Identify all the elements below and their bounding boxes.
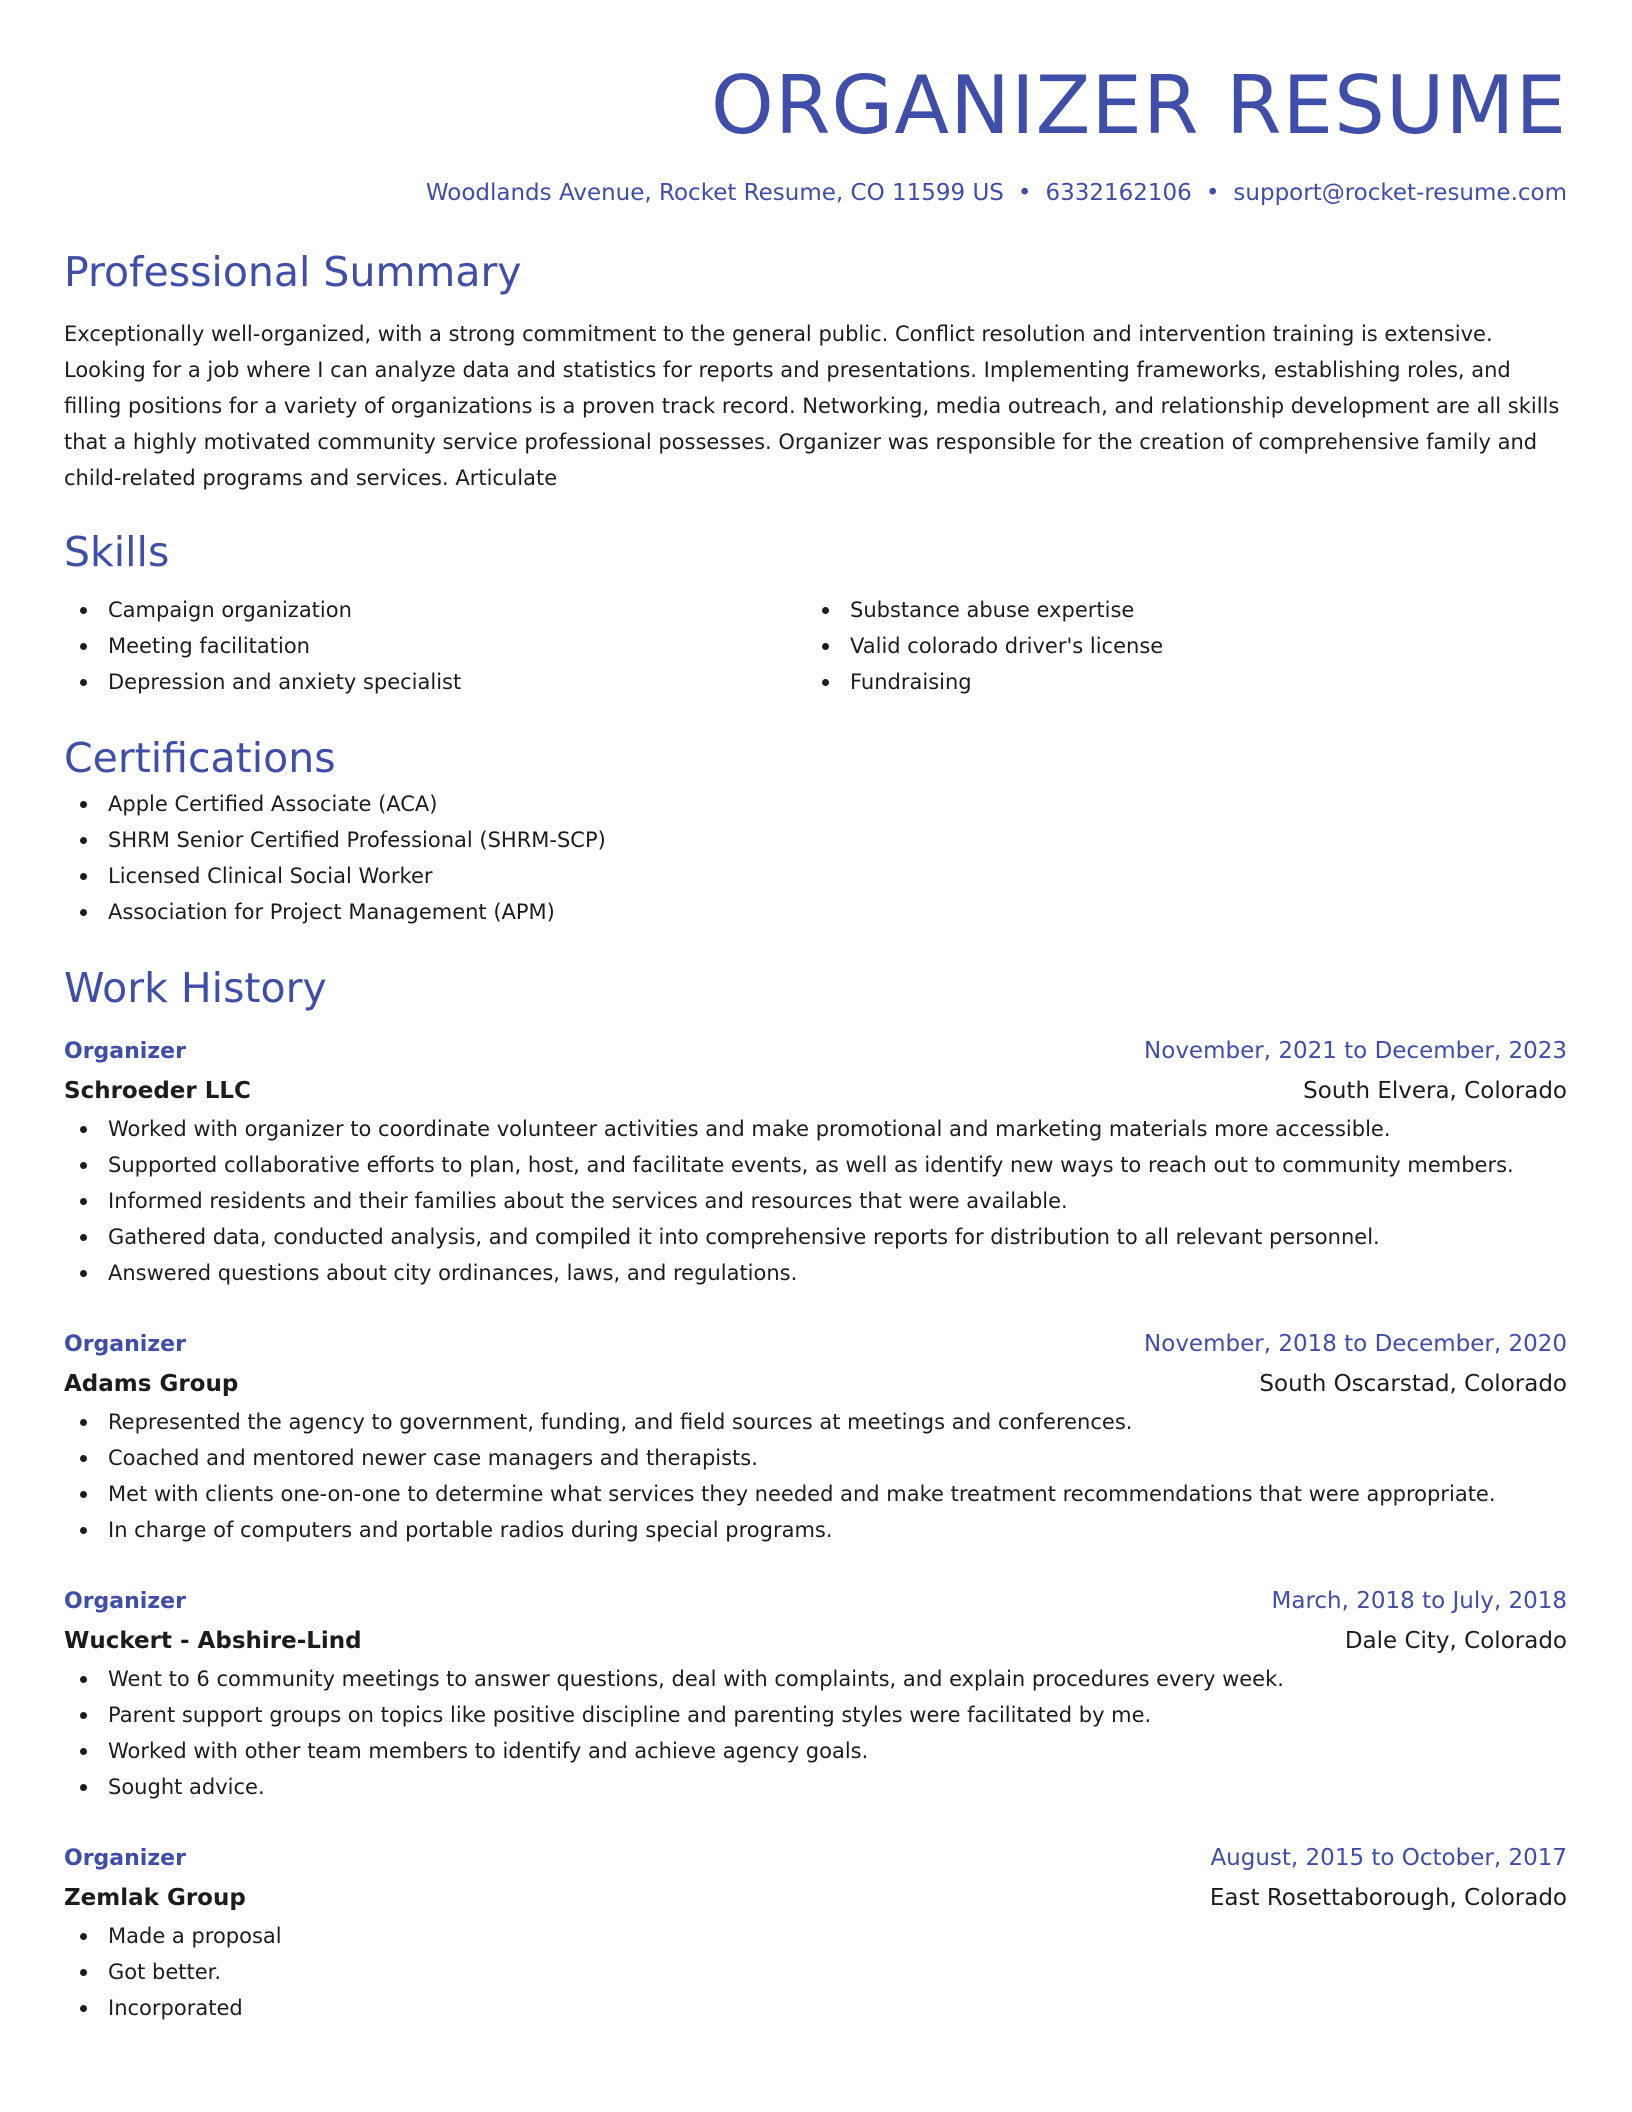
job-company-row	[64, 1621, 1567, 1661]
job-title: Organizer	[64, 1846, 186, 1871]
job-duties-list	[64, 1661, 1567, 1805]
skills-column-left	[64, 592, 806, 700]
job-title-row	[64, 1839, 1567, 1878]
job-duties-list	[64, 1111, 1567, 1291]
skills-heading: Skills	[64, 528, 170, 576]
job-dates: August, 2015 to October, 2017	[1210, 1845, 1567, 1871]
work-history-section	[64, 960, 1567, 2026]
job-title: Organizer	[64, 1332, 186, 1357]
job-entry	[64, 1839, 1567, 2026]
job-duty: Answered questions about city ordinances, laws, and regulations.	[64, 1255, 1567, 1291]
job-duty: Got better.	[64, 1954, 1567, 1990]
job-duty: Informed residents and their families about the services and resources that were available.	[64, 1183, 1567, 1219]
contact-email: support@rocket-resume.com	[1233, 180, 1567, 206]
job-company: Zemlak Group	[64, 1885, 246, 1911]
work-history-heading: Work History	[64, 964, 327, 1012]
job-company-row	[64, 1071, 1567, 1111]
skills-column-right	[806, 592, 1548, 700]
job-duty: Met with clients one-on-one to determine what services they needed and make treatment recommendations that were appropriate.	[64, 1476, 1567, 1512]
job-company: Wuckert - Abshire-Lind	[64, 1628, 362, 1654]
job-duties-list	[64, 1404, 1567, 1548]
job-title-row	[64, 1582, 1567, 1621]
skill-item: Fundraising	[806, 664, 1548, 700]
job-entry	[64, 1325, 1567, 1548]
contact-separator: •	[1205, 180, 1220, 206]
skill-item: Valid colorado driver's license	[806, 628, 1548, 664]
certification-item: Licensed Clinical Social Worker	[64, 858, 1567, 894]
contact-address: Woodlands Avenue, Rocket Resume, CO 11599 US	[425, 180, 1004, 206]
certifications-section	[64, 730, 1567, 930]
contact-separator: •	[1017, 180, 1032, 206]
certifications-list	[64, 786, 1567, 930]
job-title-row	[64, 1325, 1567, 1364]
job-duty: Coached and mentored newer case managers and therapists.	[64, 1440, 1567, 1476]
job-duty: In charge of computers and portable radios during special programs.	[64, 1512, 1567, 1548]
contact-line	[64, 176, 1567, 210]
summary-section	[64, 244, 1567, 496]
job-duty: Went to 6 community meetings to answer questions, deal with complaints, and explain procedures every week.	[64, 1661, 1567, 1697]
job-company-row	[64, 1878, 1567, 1918]
job-duty: Supported collaborative efforts to plan, host, and facilitate events, as well as identify new ways to reach out to community members.	[64, 1147, 1567, 1183]
summary-heading: Professional Summary	[64, 248, 522, 296]
contact-phone: 6332162106	[1045, 180, 1192, 206]
certification-item: Association for Project Management (APM)	[64, 894, 1567, 930]
skills-list-left	[64, 592, 806, 700]
resume-header	[64, 54, 1567, 210]
job-dates: November, 2018 to December, 2020	[1144, 1331, 1567, 1357]
resume-name: ORGANIZER RESUME	[710, 59, 1567, 152]
job-dates: November, 2021 to December, 2023	[1144, 1038, 1567, 1064]
job-entry	[64, 1582, 1567, 1805]
summary-paragraph: Exceptionally well-organized, with a strong commitment to the general public. Conflict resolution and intervention training is extensive. Looking for a job where I can analyze data and statistics for reports and presentations. Implementing frameworks, establishing roles, and filling positions for a variety of organizations is a proven track record. Networking, media outreach, and relationship development are all skills that a highly motivated community service professional possesses. Organizer was responsible for the creation of comprehensive family and child-related programs and services. Articulate	[64, 322, 1560, 490]
job-duty: Parent support groups on topics like positive discipline and parenting styles were facilitated by me.	[64, 1697, 1567, 1733]
certifications-heading: Certifications	[64, 734, 336, 782]
skill-item: Substance abuse expertise	[806, 592, 1548, 628]
job-company: Schroeder LLC	[64, 1078, 251, 1104]
job-location: Dale City, Colorado	[1344, 1628, 1567, 1654]
job-location: South Elvera, Colorado	[1303, 1078, 1567, 1104]
job-location: East Rosettaborough, Colorado	[1209, 1885, 1567, 1911]
job-company-row	[64, 1364, 1567, 1404]
skills-list-right	[806, 592, 1548, 700]
skill-item: Depression and anxiety specialist	[64, 664, 806, 700]
job-entry	[64, 1032, 1567, 1291]
job-title: Organizer	[64, 1589, 186, 1614]
job-title-row	[64, 1032, 1567, 1071]
job-duty: Worked with other team members to identify and achieve agency goals.	[64, 1733, 1567, 1769]
job-company: Adams Group	[64, 1371, 239, 1397]
skill-item: Campaign organization	[64, 592, 806, 628]
job-location: South Oscarstad, Colorado	[1259, 1371, 1567, 1397]
skill-item: Meeting facilitation	[64, 628, 806, 664]
certification-item: SHRM Senior Certified Professional (SHRM-SCP)	[64, 822, 1567, 858]
job-duty: Incorporated	[64, 1990, 1567, 2026]
job-duty: Sought advice.	[64, 1769, 1567, 1805]
skills-section	[64, 524, 1567, 700]
job-duty: Made a proposal	[64, 1918, 1567, 1954]
certification-item: Apple Certified Associate (ACA)	[64, 786, 1567, 822]
job-title: Organizer	[64, 1039, 186, 1064]
job-duty: Worked with organizer to coordinate volunteer activities and make promotional and marketing materials more accessible.	[64, 1111, 1567, 1147]
job-duties-list	[64, 1918, 1567, 2026]
job-duty: Represented the agency to government, funding, and field sources at meetings and conferences.	[64, 1404, 1567, 1440]
job-dates: March, 2018 to July, 2018	[1271, 1588, 1567, 1614]
skills-grid	[64, 592, 1567, 700]
job-duty: Gathered data, conducted analysis, and compiled it into comprehensive reports for distribution to all relevant personnel.	[64, 1219, 1567, 1255]
